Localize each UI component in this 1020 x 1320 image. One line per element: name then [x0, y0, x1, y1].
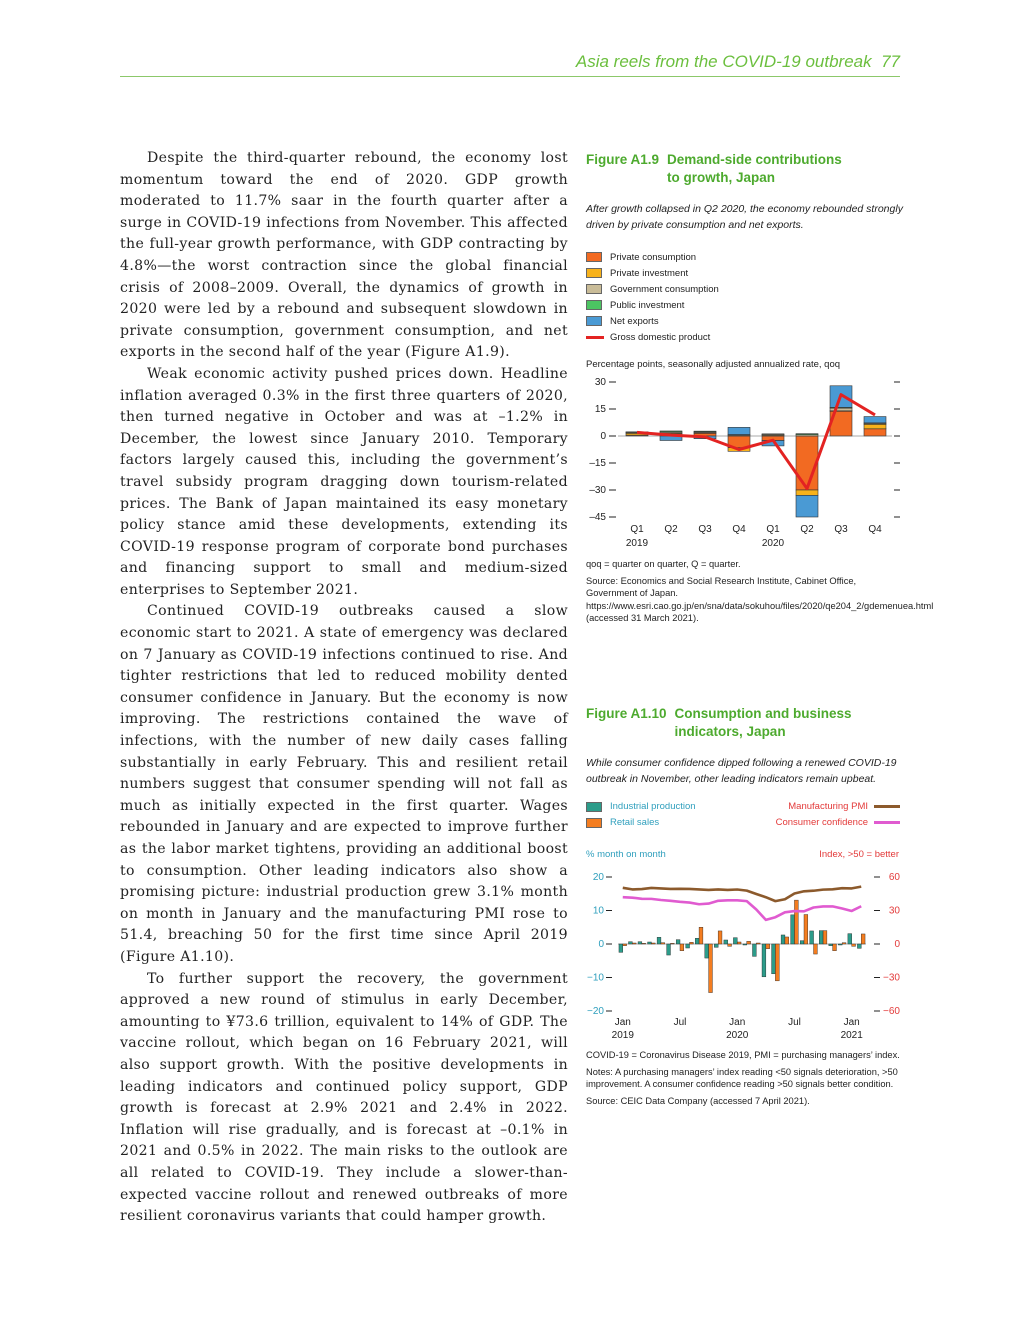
x-tick-label: Q4: [868, 524, 882, 535]
bar-segment: [762, 434, 784, 435]
y-tick-label: –15: [589, 458, 606, 469]
legend-swatch: [586, 818, 602, 828]
legend-item: [776, 817, 900, 828]
ip-bar: [762, 944, 766, 977]
note: qoq = quarter on quarter, Q = quarter.: [586, 559, 741, 569]
left-tick-label: −20: [587, 1006, 604, 1017]
retail-bar: [794, 900, 798, 944]
legend-label: Public investment: [610, 299, 685, 311]
chart-legend: [586, 249, 906, 345]
x-tick-label: Q3: [834, 524, 848, 535]
legend-label: Retail sales: [610, 817, 660, 828]
retail-bar: [823, 931, 827, 944]
left-tick-label: 0: [598, 939, 604, 950]
retail-bar: [804, 915, 808, 944]
bar-segment: [864, 424, 886, 429]
paragraph: Weak economic activity pushed prices down. Headline inflation averaged 0.3% in the first three quarters of 2020, then turned negative in October and was at –1.2% in December, the lowest since January 2010. Temporary factors largely caused this, including the government’s travel subsidy program dragging down tourism-related prices. The Bank of Japan maintained its easy monetary policy stance amid these developments, extending its COVID-19 response program of corporate bond purchases and financing support to small and medium-sized enterprises to September 2021.: [120, 365, 568, 598]
retail-bar: [775, 944, 779, 981]
body-text: [120, 148, 568, 1228]
y-tick-label: –45: [589, 512, 606, 523]
ip-bar: [848, 934, 852, 944]
note: Notes: A purchasing managers’ index reading <50 signals deterioration, >50 improvement. A consumer confidence reading >50 signals better condition.: [586, 1066, 898, 1089]
legend-swatch: [586, 300, 602, 310]
ip-bar: [638, 942, 642, 944]
header-rule: [120, 76, 900, 77]
running-head: [120, 52, 900, 72]
ip-bar: [857, 944, 861, 948]
paragraph: To further support the recovery, the government approved a new round of stimulus in early December, amounting to ¥73.6 trillion, equivalent to 14% of GDP. The vaccine rollout, which began on 16 February 2021, will also support growth. With the positive developments in leading indicators and continued policy support, GDP growth is forecast at 2.9% 2021 and 2.4% in 2022. Inflation will rise gradually, and is forecast at –0.1% in 2021 and 0.5% in 2022. The main risks to the outlook are all related to COVID-19. They include a slower-than-expected vaccine rollout and renewed outbreaks of more resilient coronavirus variants that could hamper growth.: [120, 970, 568, 1225]
ip-bar: [829, 944, 833, 946]
figure-heading: [586, 151, 906, 187]
legend-label: Private investment: [610, 267, 689, 279]
ip-bar: [800, 941, 804, 944]
retail-bar: [718, 931, 722, 944]
year-label: 2020: [761, 538, 785, 549]
legend-swatch: [586, 802, 602, 812]
figure-number: Figure A1.9: [586, 152, 660, 167]
legend-line: [874, 805, 900, 808]
bar-segment: [796, 490, 818, 495]
chart-legend: [586, 801, 906, 837]
legend-item: [586, 313, 906, 329]
figure-a1-9: [586, 151, 934, 629]
right-tick-label: −60: [883, 1006, 900, 1017]
ip-bar: [695, 938, 699, 944]
year-label: 2021: [840, 1030, 863, 1041]
ip-bar: [657, 937, 661, 944]
retail-bar: [709, 944, 713, 993]
year-label: 2019: [625, 538, 649, 549]
legend-item: [586, 329, 906, 345]
x-tick-label: Q1: [766, 524, 780, 535]
retail-bar: [670, 943, 674, 944]
bar-segment: [728, 427, 750, 434]
x-tick-label: Jul: [673, 1017, 687, 1028]
x-tick-label: Q2: [664, 524, 678, 535]
ip-bar: [619, 944, 623, 952]
bar-segment: [864, 417, 886, 423]
year-label: 2019: [611, 1030, 634, 1041]
figure-notes: [586, 1049, 906, 1107]
bar-segment: [796, 495, 818, 517]
ip-bar: [705, 944, 709, 958]
retail-bar: [632, 943, 636, 944]
retail-bar: [737, 942, 741, 944]
retail-bar: [680, 944, 684, 951]
figure-number: Figure A1.10: [586, 706, 667, 721]
figure-heading: [586, 705, 906, 741]
ip-bar: [743, 944, 747, 945]
retail-bar: [651, 943, 655, 944]
legend-swatch: [586, 268, 602, 278]
demand-chart: [586, 374, 906, 554]
legend-item: [586, 801, 696, 812]
paragraph: Despite the third-quarter rebound, the economy lost momentum toward the end of 2020. GDP growth moderated to 11.7% saar in the fourth quarter after a surge in COVID-19 infections from November. This affected the full-year growth performance, with GDP contracting by 4.8%—the worst contraction since the global financial crisis of 2008–2009. Overall, the dynamics of growth in 2020 were led by a rebound and subsequent slowdown in private consumption, government consumption, and net exports in the second half of the year (Figure A1.9).: [120, 150, 568, 361]
x-tick-label: Q4: [732, 524, 746, 535]
figure-subtitle: While consumer confidence dipped following a renewed COVID-19 outbreak in November, other leading indicators remain upbeat.: [586, 757, 897, 785]
legend-label: Manufacturing PMI: [788, 801, 868, 812]
x-tick-label: Q1: [630, 524, 644, 535]
bar-segment: [694, 431, 716, 432]
legend-item: [586, 249, 906, 265]
retail-bar: [623, 944, 627, 946]
figure-title: Consumption and business indicators, Japan: [674, 706, 852, 739]
bar-segment: [830, 408, 852, 411]
retail-bar: [699, 927, 703, 944]
source-note: Source: CEIC Data Company (accessed 7 April 2021).: [586, 1095, 810, 1106]
ip-bar: [819, 931, 823, 944]
retail-bar: [766, 944, 770, 949]
figure-notes: [586, 558, 934, 625]
retail-bar: [756, 943, 760, 944]
x-tick-label: Q2: [800, 524, 814, 535]
running-title: Asia reels from the COVID-19 outbreak: [575, 52, 872, 71]
bar-segment: [864, 429, 886, 436]
ip-bar: [772, 944, 776, 974]
y-tick-label: 30: [594, 377, 606, 388]
left-tick-label: −10: [587, 972, 604, 984]
x-tick-label: Jan: [729, 1017, 746, 1028]
retail-bar: [661, 943, 665, 944]
y-tick-label: –30: [589, 485, 606, 496]
consumer-confidence-line: [623, 897, 861, 920]
figure-a1-10: [586, 705, 906, 1111]
legend-item: [586, 297, 906, 313]
legend-swatch: [586, 252, 602, 262]
retail-bar: [642, 943, 646, 944]
ip-bar: [810, 931, 814, 944]
retail-bar: [690, 942, 694, 944]
retail-bar: [833, 944, 837, 951]
ip-bar: [676, 940, 680, 944]
x-tick-label: Jan: [843, 1017, 860, 1028]
right-tick-label: 0: [894, 939, 900, 950]
legend-swatch: [586, 316, 602, 326]
bar-segment: [660, 431, 682, 432]
legend-label: Industrial production: [610, 801, 696, 812]
y-axis-caption: Percentage points, seasonally adjusted annualized rate, qoq: [586, 359, 841, 370]
y-tick-label: 0: [600, 431, 606, 442]
right-tick-label: 30: [888, 905, 900, 917]
right-tick-label: 60: [888, 872, 900, 883]
left-axis-caption: % month on month: [586, 849, 666, 860]
legend-label: Consumer confidence: [775, 817, 868, 828]
legend-item: [586, 281, 906, 297]
retail-bar: [842, 943, 846, 944]
left-tick-label: 20: [592, 872, 604, 883]
page-number: 77: [881, 52, 900, 71]
ip-bar: [733, 938, 737, 944]
right-axis-caption: Index, >50 = better: [819, 849, 899, 860]
right-tick-label: −30: [883, 972, 900, 984]
x-tick-label: Jul: [788, 1017, 801, 1028]
legend-swatch: [586, 284, 602, 294]
source-note: Source: Economics and Social Research Institute, Cabinet Office, Government of Japan. https://www.esri.cao.go.jp/en/sna/data/sokuhou/files/2020/qe204_2/gdemenuea.html (accessed 31 March 2021).: [586, 575, 934, 623]
bar-segment: [796, 434, 818, 435]
year-label: 2020: [726, 1030, 749, 1041]
retail-bar: [747, 941, 751, 944]
ip-bar: [724, 940, 728, 944]
legend-label: Net exports: [610, 315, 659, 327]
figure-subtitle: After growth collapsed in Q2 2020, the economy rebounded strongly driven by private consumption and net exports.: [586, 203, 903, 231]
legend-item: [788, 801, 900, 812]
x-tick-label: Q3: [698, 524, 712, 535]
retail-bar: [814, 944, 818, 954]
figure-title: Demand-side contributions to growth, Japan: [667, 152, 842, 185]
paragraph: Continued COVID-19 outbreaks caused a slow economic start to 2021. A state of emergency was declared on 7 January as COVID-19 infections continued to rise. And tighter restrictions that led to reduced mobility dented consumer confidence in January. But the economy is now improving. The restrictions contained the wave of infections, with the number of new daily cases falling substantially in early February. This and resilient retail numbers suggest that consumer spending will not fall as much as initially expected in the first quarter. Wages rebounded in January and are expected to improve further as the labor market tightens, providing an additional boost to consumption. Other leading indicators also show a promising picture: industrial production grew 3.1% month on month in January and the manufacturing PMI rose to 51.4, breaching 50 for the first time since April 2019 (Figure A1.10).: [120, 603, 568, 965]
legend-item: [586, 817, 659, 828]
retail-bar: [785, 937, 789, 944]
ip-bar: [781, 935, 785, 944]
ip-bar: [667, 944, 671, 955]
ip-bar: [628, 942, 632, 944]
legend-label: Private consumption: [610, 251, 697, 263]
retail-bar: [852, 944, 856, 946]
ip-bar: [752, 944, 756, 956]
ip-bar: [838, 944, 842, 945]
legend-label: Government consumption: [610, 283, 719, 295]
retail-bar: [728, 944, 732, 946]
y-tick-label: 15: [594, 404, 606, 415]
x-tick-label: Jan: [614, 1017, 631, 1028]
ip-bar: [648, 942, 652, 944]
legend-label: Gross domestic product: [610, 331, 711, 343]
ip-bar: [714, 944, 718, 947]
ip-bar: [791, 915, 795, 944]
indicators-chart: [586, 843, 906, 1043]
legend-line: [586, 336, 604, 339]
legend-item: [586, 265, 906, 281]
ip-bar: [686, 944, 690, 948]
retail-bar: [861, 934, 865, 944]
left-tick-label: 10: [592, 905, 604, 917]
legend-line: [874, 821, 900, 824]
note: COVID-19 = Coronavirus Disease 2019, PMI = purchasing managers’ index.: [586, 1050, 900, 1060]
